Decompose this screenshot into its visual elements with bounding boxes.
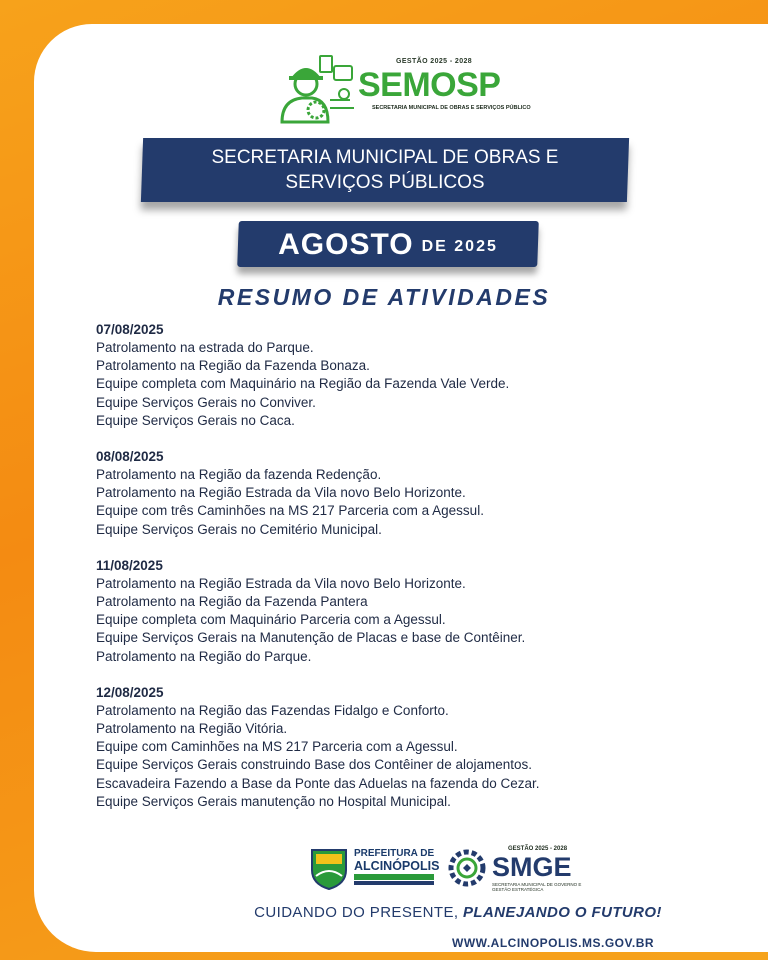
brand-name: SEMOSP — [358, 66, 501, 104]
activity-item: Patrolamento na Região Vitória. — [96, 721, 288, 737]
activity-item: Patrolamento na Região das Fazendas Fidalgo e Conforto. — [96, 702, 449, 718]
slogan-bold: PLANEJANDO O FUTURO! — [462, 904, 662, 921]
day-block — [96, 684, 736, 811]
worker-gear-icon — [276, 52, 358, 124]
smge-subtitle: SECRETARIA MUNICIPAL DE GOVERNO E GESTÃO ESTRATÉGICA — [492, 882, 582, 892]
day-block — [96, 557, 736, 666]
activity-item: Patrolamento na Região da fazenda Redenção. — [96, 467, 382, 483]
navy-stripe — [354, 881, 434, 885]
green-stripe — [354, 874, 434, 880]
activity-item: Equipe Serviços Gerais no Cemitério Municipal. — [96, 521, 382, 537]
day-date: 11/08/2025 — [96, 557, 163, 573]
activity-list — [96, 321, 736, 829]
crest-icon — [308, 846, 350, 890]
summary-title: RESUMO DE ATIVIDADES — [217, 284, 551, 310]
day-date: 08/08/2025 — [96, 449, 164, 465]
activity-item: Equipe completa com Maquinário na Região da Fazenda Vale Verde. — [96, 376, 510, 392]
month-name: AGOSTO — [278, 228, 414, 261]
title-banner — [142, 140, 628, 200]
prefeitura-logo — [308, 846, 440, 892]
gear-icon — [446, 846, 488, 890]
activity-item: Patrolamento na estrada do Parque. — [96, 340, 314, 355]
activity-item: Escavadeira Fazendo a Base da Ponte das Aduelas na fazenda do Cezar. — [96, 775, 540, 791]
activity-item: Patrolamento na Região da Fazenda Pantera — [96, 594, 368, 610]
month-year: DE 2025 — [421, 238, 498, 255]
website-url[interactable]: WWW.ALCINOPOLIS.MS.GOV.BR — [452, 936, 655, 950]
prefeitura-line-1: PREFEITURA DE — [354, 848, 435, 859]
day-date: 12/08/2025 — [96, 684, 164, 700]
activity-item: Equipe com Caminhões na MS 217 Parceria com a Agessul. — [96, 739, 458, 755]
banner-line-1: SECRETARIA MUNICIPAL DE OBRAS E — [211, 147, 559, 168]
prefeitura-line-2: ALCINÓPOLIS — [354, 859, 440, 873]
smge-logo — [446, 846, 596, 892]
semosp-logo — [276, 52, 536, 124]
activity-item: Patrolamento na Região da Fazenda Bonaza. — [96, 358, 370, 374]
activity-item: Equipe Serviços Gerais no Conviver. — [96, 394, 316, 410]
gestao-label: GESTÃO 2025 - 2028 — [396, 58, 473, 65]
smge-brand: SMGE — [492, 852, 572, 882]
smge-gestao: GESTÃO 2025 - 2028 — [508, 846, 568, 852]
activity-item: Equipe completa com Maquinário Parceria com a Agessul. — [96, 612, 446, 628]
slogan-regular: CUIDANDO DO PRESENTE, — [254, 904, 463, 921]
activity-item: Patrolamento na Região Estrada da Vila novo Belo Horizonte. — [96, 485, 466, 501]
activity-item: Equipe Serviços Gerais no Caca. — [96, 412, 295, 428]
activity-item: Patrolamento na Região do Parque. — [96, 648, 312, 664]
activity-item: Equipe Serviços Gerais na Manutenção de Placas e base de Contêiner. — [96, 630, 526, 646]
day-date: 07/08/2025 — [96, 322, 164, 337]
brand-subtitle: SECRETARIA MUNICIPAL DE OBRAS E SERVIÇOS PÚBLICO — [372, 105, 531, 111]
activity-item: Equipe Serviços Gerais manutenção no Hospital Municipal. — [96, 793, 451, 809]
activity-item: Equipe Serviços Gerais construindo Base dos Contêiner de alojamentos. — [96, 757, 532, 773]
activity-item: Equipe com três Caminhões na MS 217 Parceria com a Agessul. — [96, 503, 484, 519]
day-block — [96, 321, 736, 430]
banner-line-2: SERVIÇOS PÚBLICOS — [285, 172, 485, 193]
slogan — [0, 904, 768, 921]
day-block — [96, 448, 736, 539]
month-badge — [238, 223, 538, 267]
activity-item: Patrolamento na Região Estrada da Vila novo Belo Horizonte. — [96, 575, 466, 591]
